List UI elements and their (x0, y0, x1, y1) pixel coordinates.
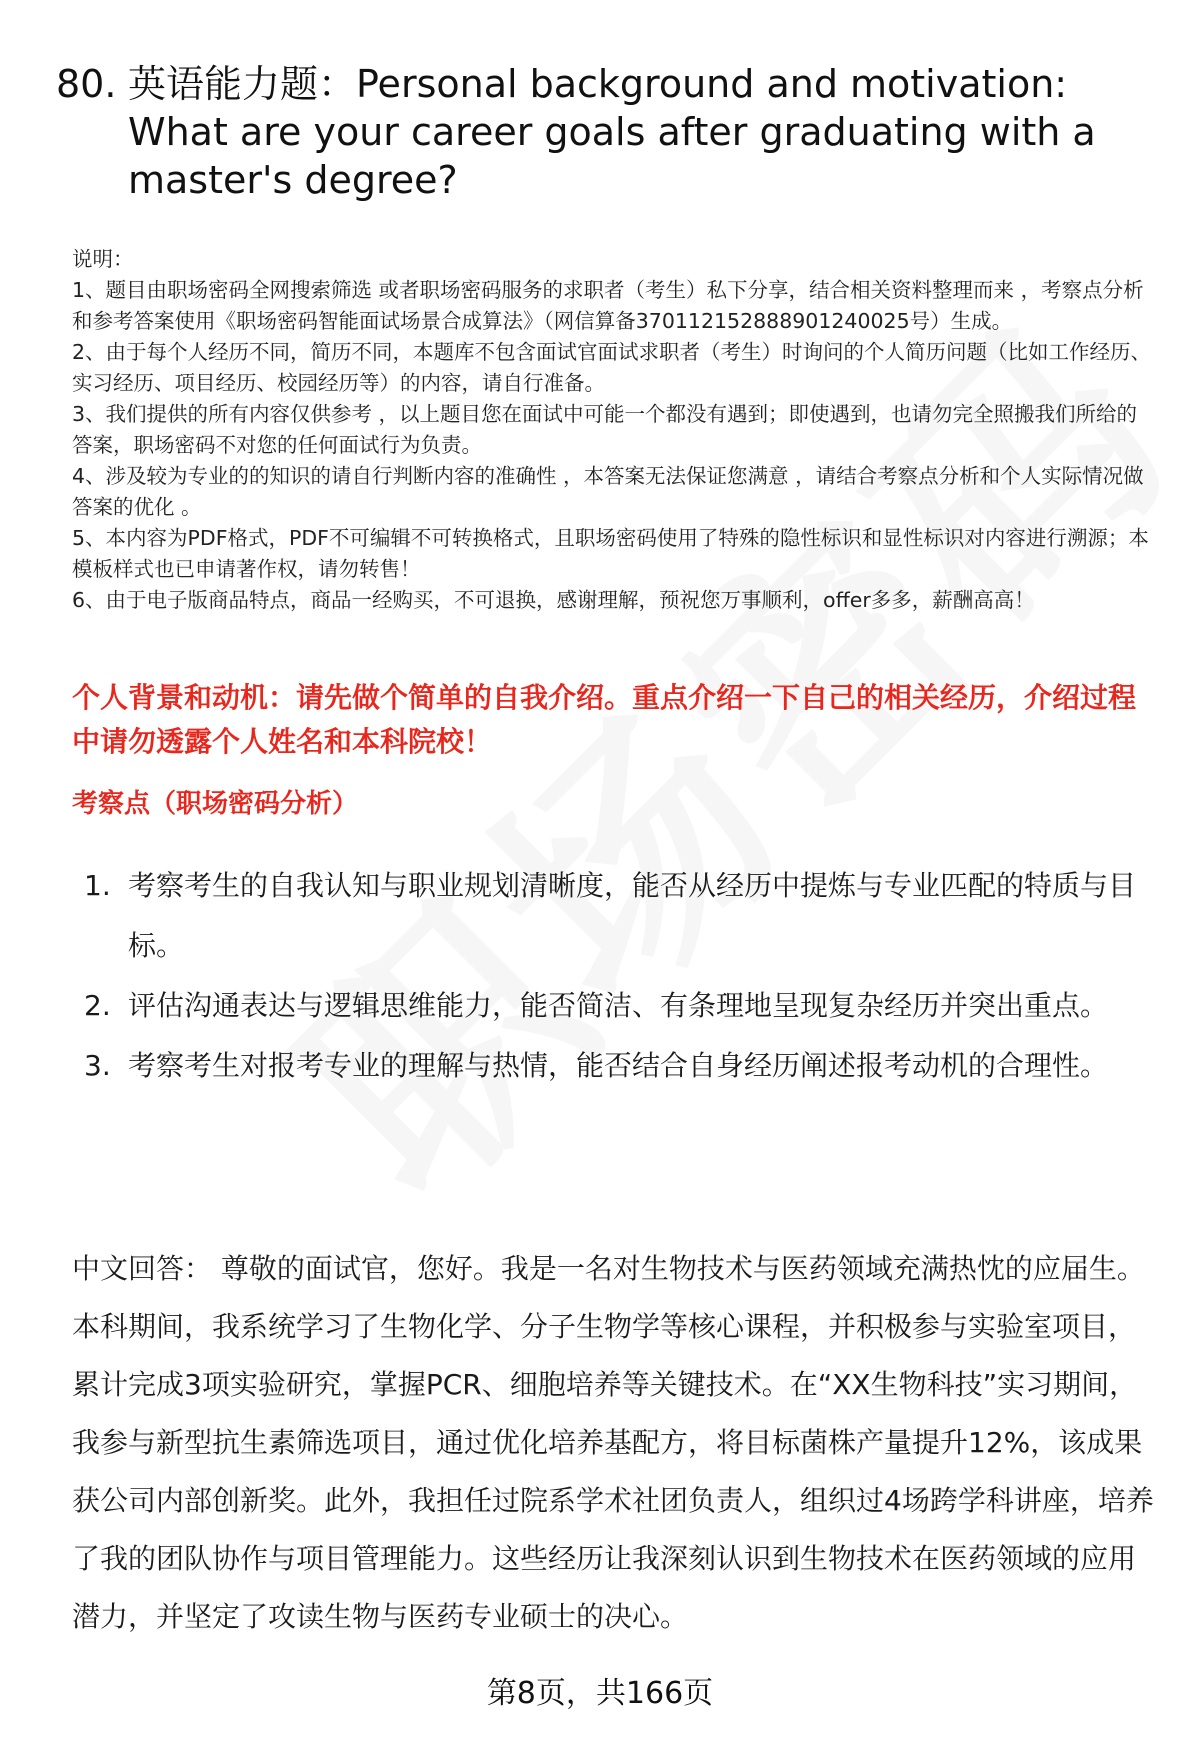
list-item (84, 856, 1154, 976)
list-item-text: 考察考生的自我认知与职业规划清晰度，能否从经历中提炼与专业匹配的特质与目标。 (128, 869, 1137, 962)
note-item: 5、本内容为PDF格式，PDF不可编辑不可转换格式，且职场密码使用了特殊的隐性标识和显性标识对内容进行溯源；本模板样式也已申请著作权，请勿转售！ (72, 526, 1149, 581)
list-item-text: 评估沟通表达与逻辑思维能力，能否简洁、有条理地呈现复杂经历并突出重点。 (128, 989, 1109, 1022)
question-number: 80. (56, 62, 117, 106)
note-item: 1、题目由职场密码全网搜索筛选 或者职场密码服务的求职者（考生）私下分享，结合相关资料整理而来 ，考察点分析和参考答案使用《职场密码智能面试场景合成算法》（网信算备370112152888901240025号）生成。 (72, 278, 1144, 333)
question-text: 英语能力题：Personal background and motivation: What are your career goals after graduating with a master's degree? (128, 62, 1096, 202)
disclaimer-notes (72, 244, 1157, 616)
analysis-points (84, 856, 1154, 1096)
note-item: 2、由于每个人经历不同，简历不同，本题库不包含面试官面试求职者（考生）时询问的个人简历问题（比如工作经历、实习经历、项目经历、校园经历等）的内容，请自行准备。 (72, 340, 1152, 395)
list-item-number: 3. (84, 1049, 111, 1082)
note-item: 6、由于电子版商品特点，商品一经购买，不可退换，感谢理解，预祝您万事顺利，offer多多，薪酬高高！ (72, 588, 1035, 612)
note-item: 3、我们提供的所有内容仅供参考 ，以上题目您在面试中可能一个都没有遇到；即使遇到，也请勿完全照搬我们所给的答案，职场密码不对您的任何面试行为负责。 (72, 402, 1138, 457)
list-item (84, 976, 1154, 1036)
note-item: 4、涉及较为专业的的知识的请自行判断内容的准确性 ，本答案无法保证您满意 ，请结合考察点分析和个人实际情况做答案的优化 。 (72, 464, 1144, 519)
list-item-number: 1. (84, 869, 111, 902)
list-item-number: 2. (84, 989, 111, 1022)
notes-label: 说明： (72, 247, 134, 271)
question-title (56, 60, 1146, 204)
chinese-answer: 中文回答： 尊敬的面试官，您好。我是一名对生物技术与医药领域充满热忱的应届生。本科期间，我系统学习了生物化学、分子生物学等核心课程，并积极参与实验室项目，累计完成3项实验研究，掌握PCR、细胞培养等关键技术。在“XX生物科技”实习期间，我参与新型抗生素筛选项目，通过优化培养基配方，将目标菌株产量提升12%，该成果获公司内部创新奖。此外，我担任过院系学术社团负责人，组织过4场跨学科讲座，培养了我的团队协作与项目管理能力。这些经历让我深刻认识到生物技术在医药领域的应用潜力，并坚定了攻读生物与医药专业硕士的决心。 (72, 1252, 1154, 1633)
interview-prompt-heading: 个人背景和动机：请先做个简单的自我介绍。重点介绍一下自己的相关经历，介绍过程中请勿透露个人姓名和本科院校！ (72, 681, 1137, 758)
list-item (84, 1036, 1154, 1096)
page-footer: 第8页，共166页 (486, 1676, 714, 1711)
analysis-title: 考察点（职场密码分析） (72, 789, 359, 819)
list-item-text: 考察考生对报考专业的理解与热情，能否结合自身经历阐述报考动机的合理性。 (128, 1049, 1109, 1082)
